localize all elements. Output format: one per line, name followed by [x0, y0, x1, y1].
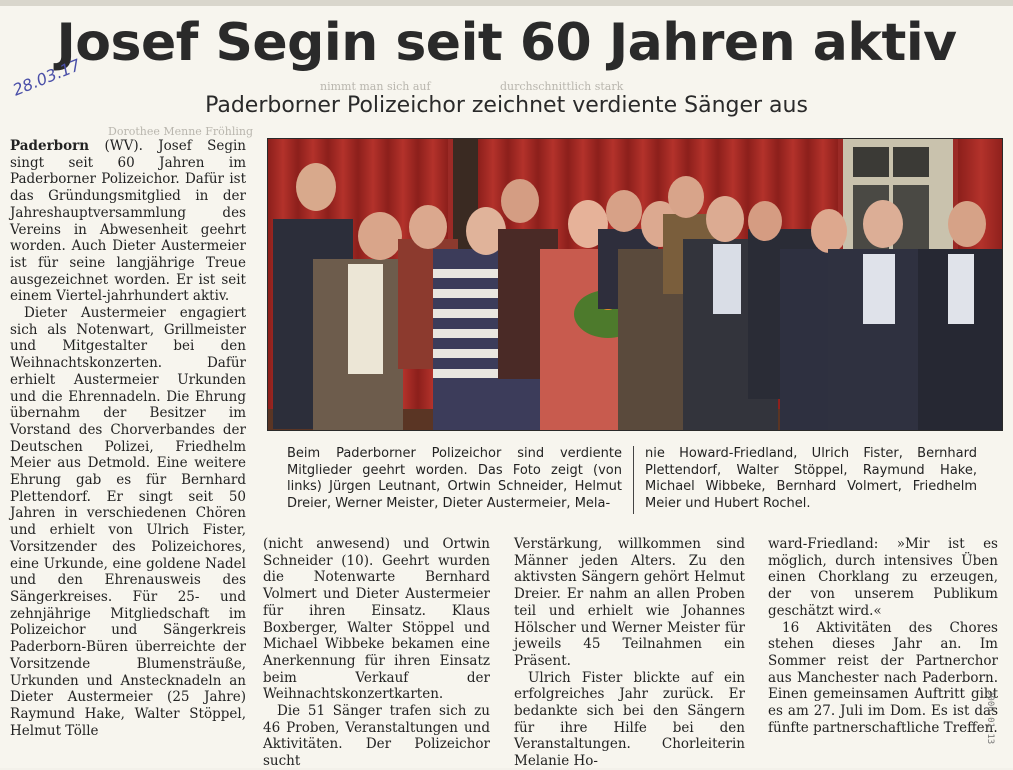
paragraph: (nicht anwesend) und Ortwin Schneider (10). Geehrt wurden die Notenwarte Bernhard Volmert und Dieter Austermeier für ihren Einsatz. Klaus Boxberger, Walter Stöppel und Michael Wibbeke bekamen eine Anerkennung für ihren Einsatz beim Verkauf der Weihnachtskonzertkarten. — [263, 536, 490, 703]
handwritten-date: 28.03.17 — [10, 55, 84, 100]
paragraph: Dieter Austermeier engagiert sich als Notenwart, Grillmeister und Mitgestalter bei den Weihnachtskonzerten. Dafür erhielt Austermeier Urkunden und die Ehrennadeln. Die Ehrung übernahm der Besitzer im Vorstand des Chorverbandes der Deutschen Polizei, Friedhelm Meier aus Detmold. Eine weitere Ehrung gab es für Bernhard Plettendorf. Er singt seit 50 Jahren in verschiedenen Chören und erhielt von Ulrich Fister, Vorsitzender des Polizeichores, eine Urkunde, eine goldene Nadel und den Ehrenausweis des Sängerkreises. Für 25- und zehnjährige Mitgliedschaft im Polizeichor und Sängerkreis Paderborn-Büren überreichte der Vorsitzende Blumensträuße, Urkunden und Anstecknadeln an Dieter Austermeier (25 Jahre) Raymund Hake, Walter Stöppel, Helmut Tölle — [10, 305, 246, 739]
paragraph: 16 Aktivitäten des Chores stehen dieses Jahr an. Im Sommer reist der Partnerchor aus Manchester nach Paderborn. Einen gemeinsamen Auftritt gibt es am 27. Juli im Dom. Es ist das fünfte partnerschaftliche Treffen. — [768, 619, 998, 736]
paragraph: Ulrich Fister blickte auf ein erfolgreiches Jahr zurück. Er bedankte sich bei den Sängern für ihre Hilfe bei den Veranstaltungen. Chorleiterin Melanie Ho- — [514, 669, 745, 770]
article-column-3 — [514, 536, 745, 770]
group-photo — [267, 138, 1003, 431]
caption-divider — [633, 446, 634, 514]
side-mark: 3000 01 13 — [985, 690, 995, 745]
paragraph: Die 51 Sänger trafen sich zu 46 Proben, Veranstaltungen und Aktivitäten. Der Polizeichor sucht — [263, 703, 490, 770]
paragraph: Verstärkung, willkommen sind Männer jeden Alters. Zu den aktivsten Sängern gehört Helmut Dreier. Er nahm an allen Proben teil und erhielt wie Johannes Hölscher und Werner Meister für jeweils 45 Teilnahmen ein Präsent. — [514, 536, 745, 669]
headline: Josef Segin seit 60 Jahren aktiv — [56, 13, 957, 73]
article-column-4 — [768, 536, 998, 736]
photo-caption-right: nie Howard-Friedland, Ulrich Fister, Bernhard Plettendorf, Walter Stöppel, Raymund Hake, Michael Wibbeke, Bernhard Volmert, Friedhelm Meier und Hubert Rochel. — [645, 446, 977, 511]
bleed-text: nimmt man sich auf — [320, 80, 431, 93]
group-photo-illustration — [268, 139, 1003, 431]
article-column-2 — [263, 536, 490, 770]
dateline: Paderborn — [10, 138, 90, 154]
scan-edge — [0, 0, 1013, 6]
paragraph: ward-Friedland: »Mir ist es möglich, durch intensives Üben einen Chorklang zu erzeugen, der von unserem Publikum geschätzt wird.« — [768, 536, 998, 619]
photo-caption-left: Beim Paderborner Polizeichor sind verdiente Mitglieder geehrt worden. Das Foto zeigt (von links) Jürgen Leutnant, Ortwin Schneider, Helmut Dreier, Werner Meister, Dieter Austermeier, Mela- — [287, 446, 622, 511]
subheadline: Paderborner Polizeichor zeichnet verdiente Sänger aus — [205, 93, 808, 118]
bleed-text: durchschnittlich stark — [500, 80, 624, 93]
article-column-1 — [10, 138, 246, 739]
lead-paragraph: (WV). Josef Segin singt seit 60 Jahren im Paderborner Polizeichor. Dafür ist das Gründungsmitglied in der Jahreshauptversammlung des Vereins in Abwesenheit geehrt worden. Auch Dieter Austermeier ist für seine langjährige Treue ausgezeichnet worden. Er ist seit einem Viertel-jahrhundert aktiv. — [10, 138, 246, 305]
bleed-text: Dorothee Menne Fröhling — [108, 125, 254, 138]
